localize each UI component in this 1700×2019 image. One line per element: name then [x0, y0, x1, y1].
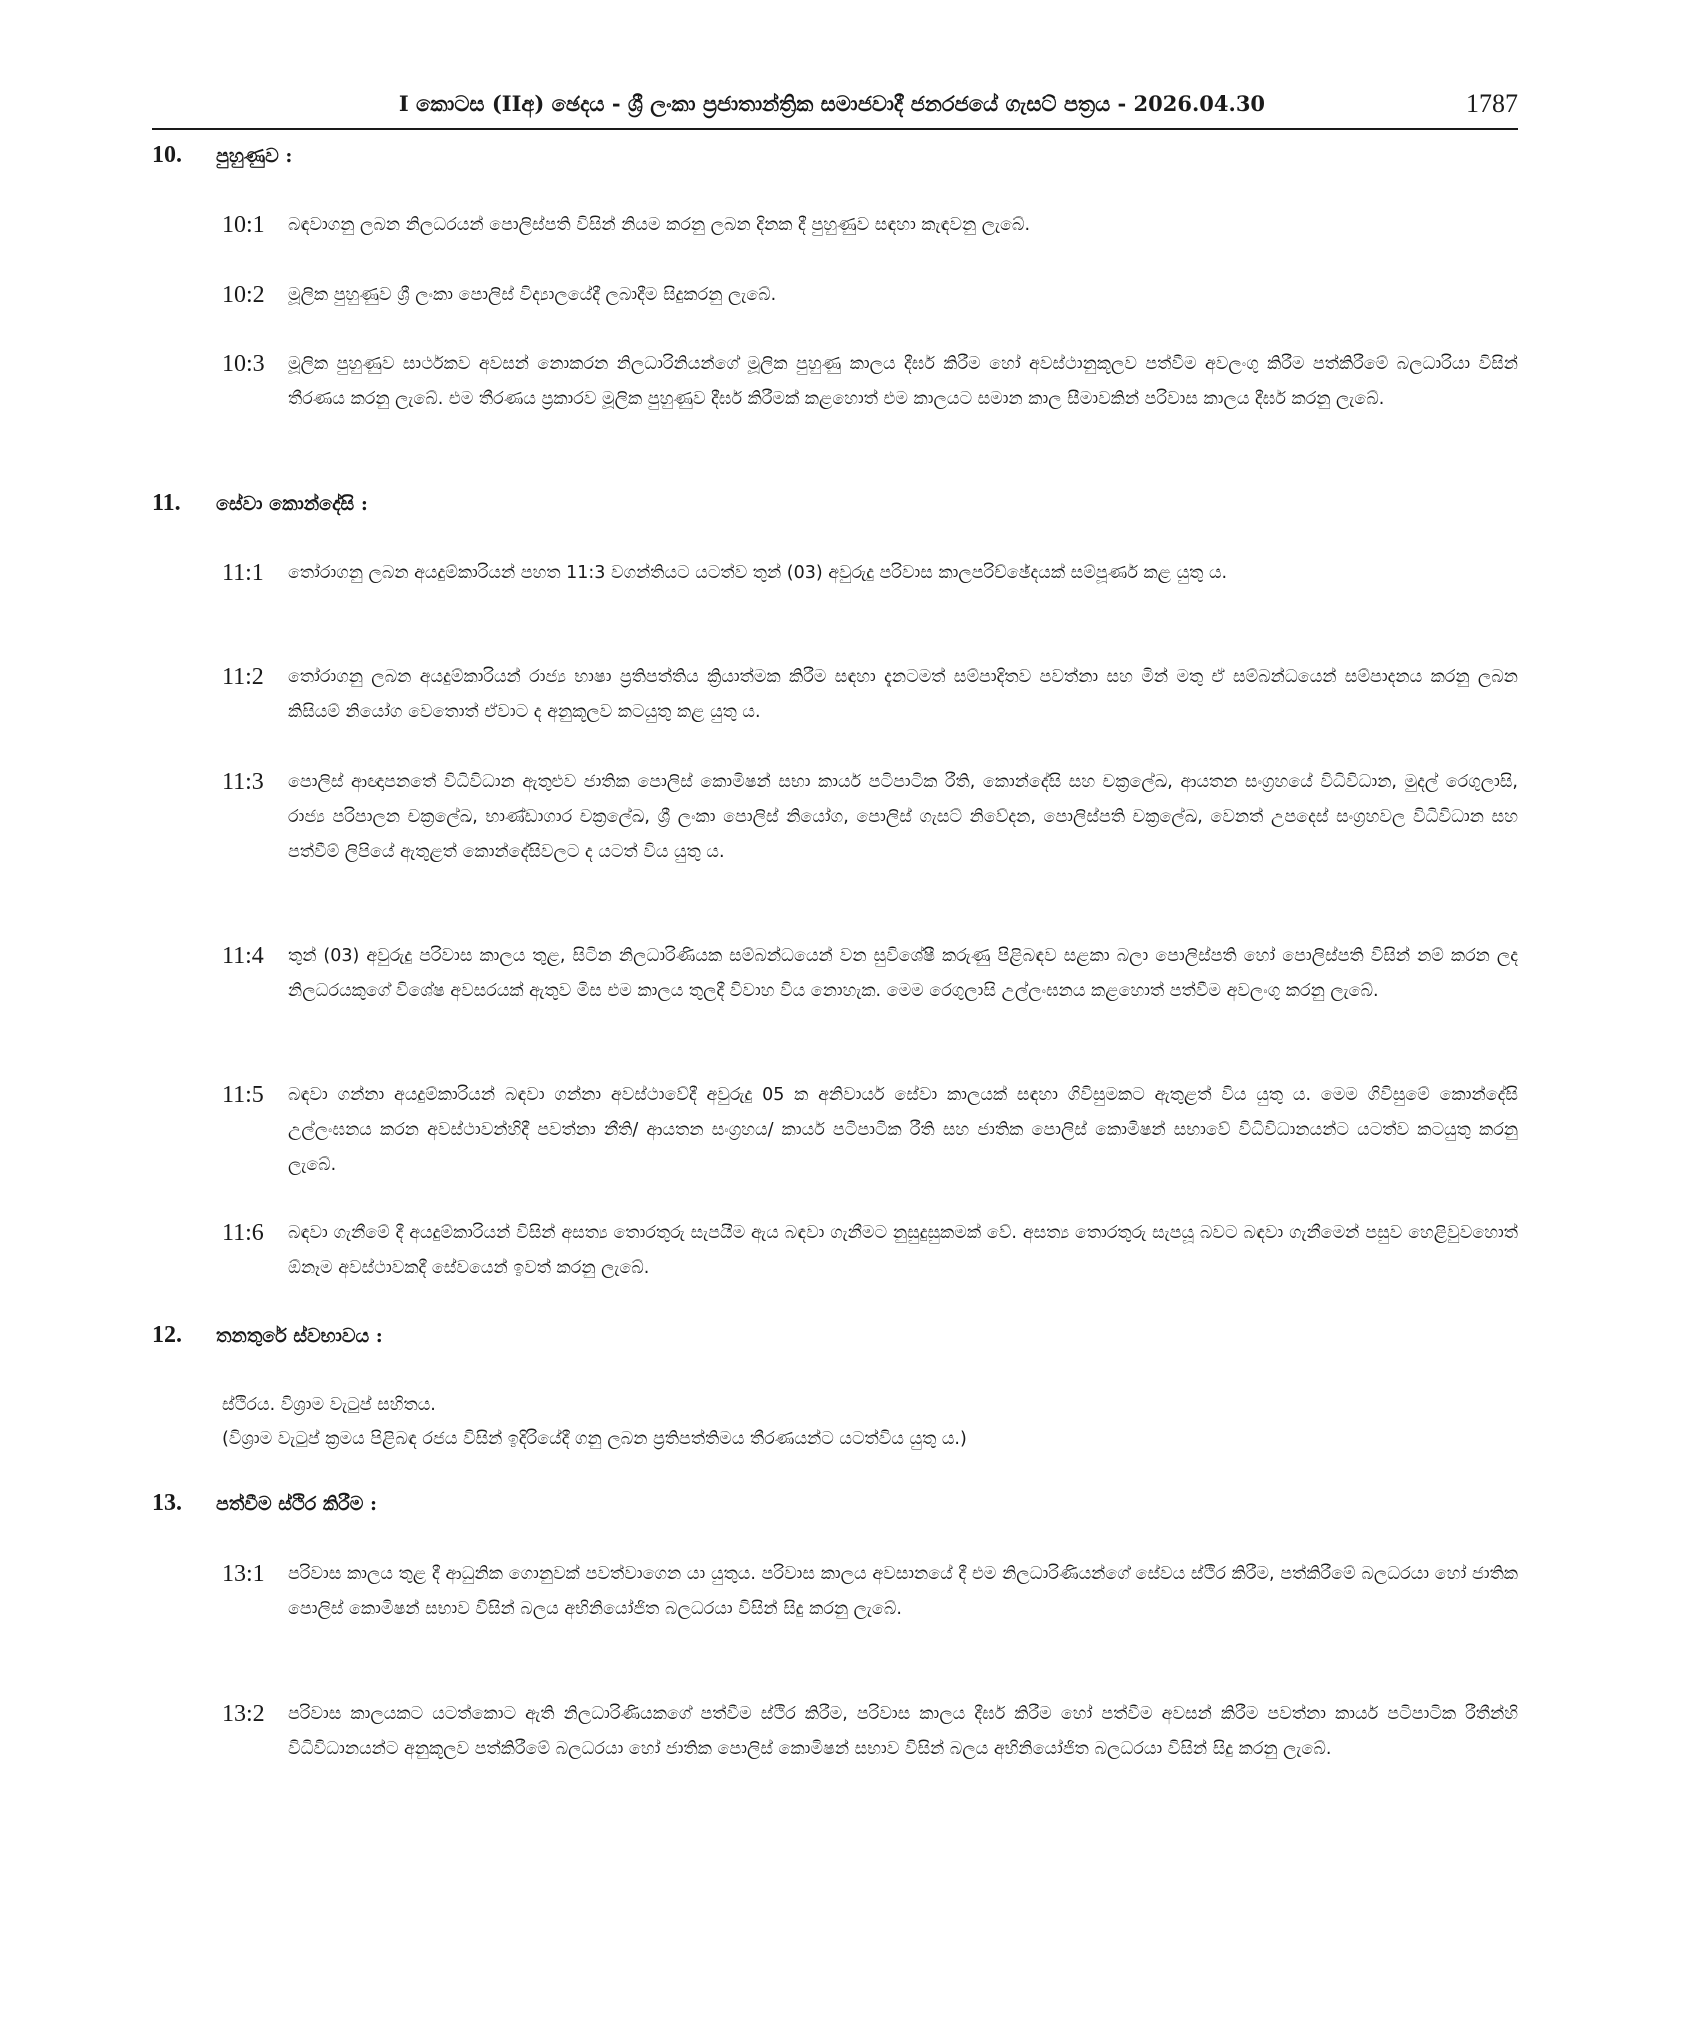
clause-text: බඳවා ගැනීමේ දී අයදුම්කාරියන් විසින් අසත්‍ය තොරතුරු සැපයීම ඇය බඳවා ගැනීමට නුසුදුසුකමක් වේ. අසත්‍ය තොරතුරු සැපයූ බවට බඳවා ගැනීමෙන් පසුව හෙළිවුවහොත් ඕනෑම අවස්ථාවකදී සේවයෙන් ඉවත් කරනු ලැබේ.	[288, 1223, 1518, 1278]
clause-text: මූලික පුහුණුව සාර්ථකව අවසන් නොකරන නිලධාරිනියන්ගේ මූලික පුහුණු කාලය දීර්ඝ කිරීම හෝ අවස්ථානුකූලව පත්වීම අවලංගු කිරීම පත්කිරීමේ බලධාරියා විසින් තීරණය කරනු ලැබේ. එම තීරණය ප්‍රකාරව මූලික පුහුණුව දීර්ඝ කිරීමක් කළහොත් එම කාලයට සමාන කාල සීමාවකින් පරිවාස කාලය දීර්ඝ කරනු ලැබේ.	[288, 354, 1518, 409]
clause-text: තෝරාගනු ලබන අයදුම්කාරියන් පහත 11:3 වගන්තියට යටත්ව තුන් (03) අවුරුදු පරිවාස කාලපරිච්ඡේදයක් සම්පූර්ණ කළ යුතු ය.	[288, 563, 1228, 583]
clause-number: 13:1	[222, 1561, 265, 1587]
clause-text: පරිවාස කාලයකට යටත්කොට ඇති නිලධාරිණියකගේ පත්වීම ස්ථිර කිරීම, පරිවාස කාලය දීර්ඝ කිරීම හෝ පත්වීම අවසන් කිරීම පවත්නා කාර්ය පටිපාටික රීතීන්හි විධිවිධානයන්ට අනුකූලව පත්කිරීමේ බලධරයා හෝ ජාතික පොලිස් කොමිෂන් සභාව විසින් බලය අභිනියෝජිත බලධරයා විසින් සිදු කරනු ලැබේ.	[288, 1704, 1518, 1759]
section-title: පුහුණුව :	[216, 145, 293, 167]
clause-number: 11:2	[222, 664, 264, 690]
section-heading-10	[152, 142, 292, 169]
clause-text: තෝරාගනු ලබන අයදුම්කාරියන් රාජ්‍ය භාෂා ප්‍රතිපත්තිය ක්‍රියාත්මක කිරීම සඳහා දැනටමත් සම්පාදිතව පවත්නා සහ මින් මතු ඒ සම්බන්ධයෙන් සම්පාදනය කරනු ලබන කිසියම් නියෝග වෙතොත් ඒවාට ද අනුකූලව කටයුතු කළ යුතු ය.	[288, 667, 1518, 722]
section-number: 11.	[152, 490, 181, 516]
clause-text: මූලික පුහුණුව ශ්‍රී ලංකා පොලිස් විද්‍යාලයේදී ලබාදීම සිදුකරනු ලැබේ.	[288, 285, 777, 305]
clause-number: 11:1	[222, 560, 264, 586]
section-number: 12.	[152, 1322, 182, 1348]
clause-text: බඳවාගනු ලබන නිලධරයන් පොලිස්පති විසින් නියම කරනු ලබන දිනක දී පුහුණුව සඳහා කැඳවනු ලැබේ.	[288, 215, 1031, 235]
clause-text: පොලිස් ආඥාපනතේ විධිවිධාන ඇතුළුව ජාතික පොලිස් කොමිෂන් සභා කාර්ය පටිපාටික රීති, කොන්දේසි සහ චක්‍රලේඛ, ආයතන සංග්‍රහයේ විධිවිධාන, මුදල් රෙගුලාසි, රාජ්‍ය පරිපාලන චක්‍රලේඛ, භාණ්ඩාගාර චක්‍රලේඛ, ශ්‍රී ලංකා පොලිස් නියෝග, පොලිස් ගැසට් නිවේදන, පොලිස්පති චක්‍රලේඛ, වෙනත් උපදෙස් සංග්‍රහවල විධිවිධාන සහ පත්වීම් ලිපියේ ඇතුළත් කොන්දේසිවලට ද යටත් විය යුතු ය.	[288, 772, 1518, 862]
clause-number: 10:3	[222, 351, 265, 377]
clause-text: තුන් (03) අවුරුදු පරිවාස කාලය තුළ, සිටින නිලධාරිණියක සම්බන්ධයෙන් වන සුවිශේෂී කරුණු පිළිබඳව සළකා බලා පොලිස්පති හෝ පොලිස්පති විසින් නම් කරන ලද නිලධරයකුගේ විශේෂ අවසරයක් ඇතුව මිස එම කාලය තුලදී විවාහ විය නොහැක. මෙම රෙගුලාසි උල්ලංඝනය කළහොත් පත්වීම අවලංගු කරනු ලැබේ.	[288, 946, 1518, 1001]
section-heading-13	[152, 1490, 377, 1517]
post-nature-line-2: (විශ්‍රාම වැටුප් ක්‍රමය පිළිබඳ රජය විසින් ඉදිරියේදී ගනු ලබන ප්‍රතිපත්තිමය තීරණයන්ට යටත්විය යුතු ය.)	[222, 1429, 967, 1449]
clause-number: 11:5	[222, 1082, 264, 1108]
section-title: පත්වීම ස්ථිර කිරීම :	[216, 1493, 378, 1515]
page-number: 1787	[1466, 89, 1518, 118]
header-title: I කොටස (IIඅ) ඡෙදය - ශ්‍රී ලංකා ප්‍රජාතාන්ත්‍රික සමාජවාදී ජනරජයේ ගැසට් පත්‍රය - 2026.04.30	[398, 91, 1266, 116]
section-number: 10.	[152, 142, 182, 168]
clause-number: 11:3	[222, 769, 264, 795]
section-heading-12	[152, 1322, 383, 1349]
section-heading-11	[152, 490, 368, 517]
clause-number: 11:6	[222, 1220, 264, 1246]
section-title: සේවා කොන්දේසි :	[216, 493, 368, 515]
section-title: තනතුරේ ස්වභාවය :	[216, 1325, 383, 1347]
section-number: 13.	[152, 1490, 182, 1516]
clause-text: බඳවා ගන්නා අයදුම්කාරියන් බඳවා ගන්නා අවස්ථාවේදී අවුරුදු 05 ක අනිවාර්ය සේවා කාලයක් සඳහා ගිවිසුමකට ඇතුළත් විය යුතු ය. මෙම ගිවිසුමේ කොන්දේසි උල්ලංඝනය කරන අවස්ථාවන්හිදී පවත්නා නීති/ ආයතන සංග්‍රහය/ කාර්ය පටිපාටික රීති සහ ජාතික පොලිස් කොමිෂන් සභාවේ විධිවිධානයන්ට යටත්ව කටයුතු කරනු ලැබේ.	[288, 1085, 1518, 1175]
post-nature-line-1: ස්ථිරය. විශ්‍රාම වැටුප් සහිතය.	[222, 1395, 436, 1415]
clause-text: පරිවාස කාලය තුළ දී ආධුනික ගොනුවක් පවත්වාගෙන යා යුතුය. පරිවාස කාලය අවසානයේ දී එම නිලධාරිණියන්ගේ සේවය ස්ථිර කිරීම, පත්කිරීමේ බලධරයා හෝ ජාතික පොලිස් කොමිෂන් සභාව විසින් බලය අභිනියෝජිත බලධරයා විසින් සිදු කරනු ලැබේ.	[288, 1564, 1518, 1619]
clause-number: 10:1	[222, 212, 265, 238]
running-header	[152, 88, 1518, 130]
clause-number: 11:4	[222, 943, 264, 969]
clause-number: 10:2	[222, 282, 265, 308]
clause-number: 13:2	[222, 1701, 265, 1727]
